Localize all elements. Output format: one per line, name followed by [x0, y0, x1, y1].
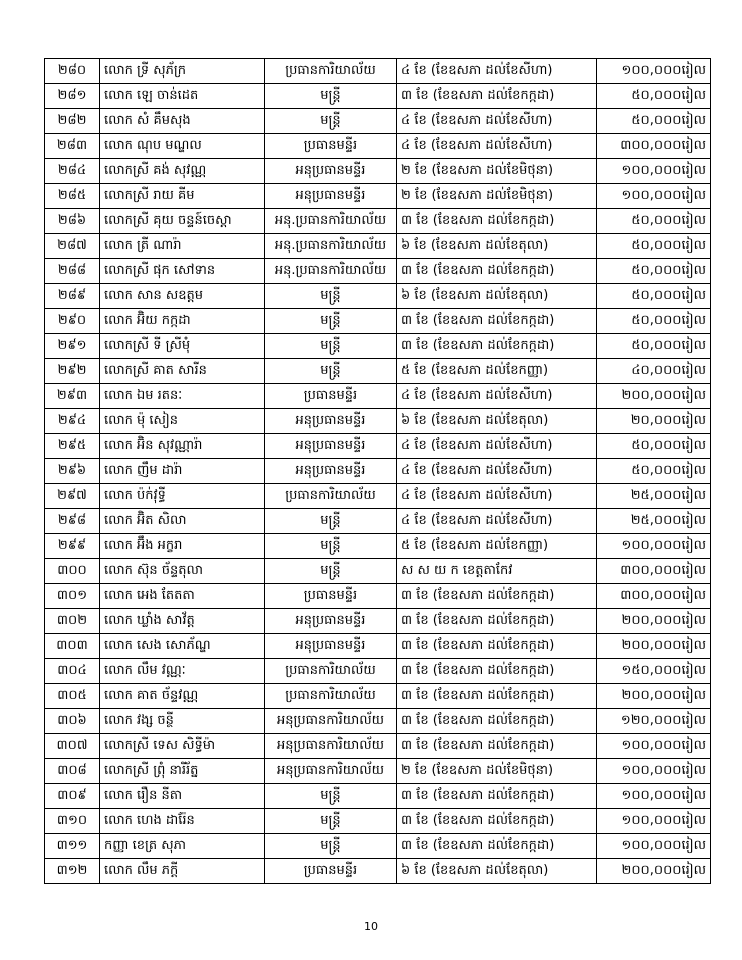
position-cell: ប្រធានការិយាល័យ: [265, 684, 397, 709]
amount-cell: ៥០,០០០រៀល: [597, 459, 711, 484]
position-cell: ប្រធានការិយាល័យ: [265, 484, 397, 509]
table-row: [45, 584, 711, 609]
amount-cell: ២០០,០០០រៀល: [597, 384, 711, 409]
row-number-cell: ២៩៣: [45, 384, 100, 409]
amount-cell: ២០,០០០រៀល: [597, 409, 711, 434]
name-cell: លោក ឃ្លាំង សាវ័ត្ត: [100, 609, 265, 634]
duration-cell: ស ស យ ក ខេត្តតាកែវ: [397, 559, 597, 584]
name-cell: លោក ទ្រី សុភ័ក្រ: [100, 59, 265, 84]
duration-cell: ៣ ខែ (ខែឧសភា ដល់ខែកក្កដា): [397, 659, 597, 684]
name-cell: លោក សំ គឹមសុង: [100, 109, 265, 134]
duration-cell: ២ ខែ (ខែឧសភា ដល់ខែមិថុនា): [397, 159, 597, 184]
amount-cell: ៥០,០០០រៀល: [597, 284, 711, 309]
table-row: [45, 284, 711, 309]
row-number-cell: ២៩៧: [45, 484, 100, 509]
row-number-cell: ២៩១: [45, 334, 100, 359]
position-cell: អនុ.ប្រធានការិយាល័យ: [265, 259, 397, 284]
amount-cell: ១០០,០០០រៀល: [597, 809, 711, 834]
table-row: [45, 134, 711, 159]
name-cell: លោកស្រី រាយ គីម: [100, 184, 265, 209]
row-number-cell: ២៩០: [45, 309, 100, 334]
table-row: [45, 709, 711, 734]
duration-cell: ២ ខែ (ខែឧសភា ដល់ខែមិថុនា): [397, 184, 597, 209]
name-cell: លោក លឹម ភក្តី: [100, 859, 265, 884]
position-cell: មន្ត្រី: [265, 784, 397, 809]
name-cell: លោក អ៊ិន សុវណ្ណារ៉ា: [100, 434, 265, 459]
position-cell: ប្រធានមន្ទីរ: [265, 584, 397, 609]
name-cell: លោក រឿន នីតា: [100, 784, 265, 809]
position-cell: មន្ត្រី: [265, 84, 397, 109]
position-cell: អនុប្រធានមន្ទីរ: [265, 184, 397, 209]
position-cell: មន្ត្រី: [265, 334, 397, 359]
name-cell: លោក ម៉ុ សៀន: [100, 409, 265, 434]
position-cell: មន្ត្រី: [265, 359, 397, 384]
name-cell: លោក អ៊ិយ កក្កដា: [100, 309, 265, 334]
duration-cell: ៤ ខែ (ខែឧសភា ដល់ខែសីហា): [397, 109, 597, 134]
position-cell: អនុប្រធានមន្ទីរ: [265, 434, 397, 459]
row-number-cell: ២៨២: [45, 109, 100, 134]
row-number-cell: ៣០៤: [45, 659, 100, 684]
name-cell: លោក ស៊ុន ច័ន្ទតុលា: [100, 559, 265, 584]
table-row: [45, 609, 711, 634]
table-row: [45, 59, 711, 84]
amount-cell: ៣០០,០០០រៀល: [597, 584, 711, 609]
table-row: [45, 334, 711, 359]
name-cell: លោក ត្រី ណារ៉ា: [100, 234, 265, 259]
amount-cell: ៥០,០០០រៀល: [597, 259, 711, 284]
row-number-cell: ២៩២: [45, 359, 100, 384]
row-number-cell: ២៨៧: [45, 234, 100, 259]
table-body: [45, 59, 711, 884]
name-cell: លោកស្រី ព្រុំ នារីរ័ត្ន: [100, 759, 265, 784]
amount-cell: ៥០,០០០រៀល: [597, 309, 711, 334]
name-cell: លោក វង្ស ចន្ថី: [100, 709, 265, 734]
table-row: [45, 434, 711, 459]
duration-cell: ៣ ខែ (ខែឧសភា ដល់ខែកក្កដា): [397, 834, 597, 859]
position-cell: ប្រធានមន្ទីរ: [265, 859, 397, 884]
duration-cell: ៦ ខែ (ខែឧសភា ដល់ខែតុលា): [397, 234, 597, 259]
duration-cell: ៤ ខែ (ខែឧសភា ដល់ខែសីហា): [397, 59, 597, 84]
duration-cell: ៣ ខែ (ខែឧសភា ដល់ខែកក្កដា): [397, 734, 597, 759]
row-number-cell: ៣០២: [45, 609, 100, 634]
table-row: [45, 359, 711, 384]
row-number-cell: ៣០០: [45, 559, 100, 584]
amount-cell: ៥០,០០០រៀល: [597, 84, 711, 109]
contribution-table: [44, 58, 711, 884]
table-row: [45, 784, 711, 809]
position-cell: មន្ត្រី: [265, 309, 397, 334]
duration-cell: ៦ ខែ (ខែឧសភា ដល់ខែតុលា): [397, 409, 597, 434]
duration-cell: ៣ ខែ (ខែឧសភា ដល់ខែកក្កដា): [397, 259, 597, 284]
name-cell: លោក ឡេ ចាន់ដេត: [100, 84, 265, 109]
position-cell: មន្ត្រី: [265, 509, 397, 534]
position-cell: មន្ត្រី: [265, 559, 397, 584]
row-number-cell: ២៨៦: [45, 209, 100, 234]
duration-cell: ៤ ខែ (ខែឧសភា ដល់ខែសីហា): [397, 134, 597, 159]
name-cell: លោក អ៊ិត សិលា: [100, 509, 265, 534]
name-cell: លោក គាត ច័ន្ទវណ្ណ: [100, 684, 265, 709]
duration-cell: ៣ ខែ (ខែឧសភា ដល់ខែកក្កដា): [397, 209, 597, 234]
amount-cell: ៥០,០០០រៀល: [597, 209, 711, 234]
row-number-cell: ៣០៧: [45, 734, 100, 759]
name-cell: លោកស្រី ទេស សិទ្ធីម៉ា: [100, 734, 265, 759]
duration-cell: ៣ ខែ (ខែឧសភា ដល់ខែកក្កដា): [397, 809, 597, 834]
table-row: [45, 734, 711, 759]
row-number-cell: ២៨៤: [45, 159, 100, 184]
position-cell: មន្ត្រី: [265, 284, 397, 309]
position-cell: ប្រធានការិយាល័យ: [265, 59, 397, 84]
name-cell: លោក ឯម រតនៈ: [100, 384, 265, 409]
amount-cell: ១០០,០០០រៀល: [597, 534, 711, 559]
table-row: [45, 459, 711, 484]
amount-cell: ១០០,០០០រៀល: [597, 759, 711, 784]
row-number-cell: ២៨៩: [45, 284, 100, 309]
row-number-cell: ២៩៩: [45, 534, 100, 559]
table-row: [45, 809, 711, 834]
position-cell: អនុប្រធានមន្ទីរ: [265, 409, 397, 434]
position-cell: អនុប្រធានមន្ទីរ: [265, 459, 397, 484]
table-row: [45, 484, 711, 509]
position-cell: អនុ.ប្រធានការិយាល័យ: [265, 234, 397, 259]
position-cell: មន្ត្រី: [265, 109, 397, 134]
name-cell: លោកស្រី គាត សារីន: [100, 359, 265, 384]
duration-cell: ៤ ខែ (ខែឧសភា ដល់ខែសីហា): [397, 434, 597, 459]
duration-cell: ៣ ខែ (ខែឧសភា ដល់ខែកក្កដា): [397, 84, 597, 109]
duration-cell: ៣ ខែ (ខែឧសភា ដល់ខែកក្កដា): [397, 634, 597, 659]
amount-cell: ១០០,០០០រៀល: [597, 784, 711, 809]
amount-cell: ១០០,០០០រៀល: [597, 59, 711, 84]
position-cell: អនុប្រធានមន្ទីរ: [265, 159, 397, 184]
row-number-cell: ៣០៣: [45, 634, 100, 659]
duration-cell: ៦ ខែ (ខែឧសភា ដល់ខែតុលា): [397, 859, 597, 884]
name-cell: លោក ញឹម ដារ៉ា: [100, 459, 265, 484]
amount-cell: ១០០,០០០រៀល: [597, 159, 711, 184]
row-number-cell: ៣០៩: [45, 784, 100, 809]
position-cell: អនុប្រធានការិយាល័យ: [265, 709, 397, 734]
table-row: [45, 234, 711, 259]
table-row: [45, 384, 711, 409]
position-cell: អនុប្រធានការិយាល័យ: [265, 759, 397, 784]
amount-cell: ១០០,០០០រៀល: [597, 734, 711, 759]
table-row: [45, 559, 711, 584]
table-row: [45, 759, 711, 784]
row-number-cell: ៣០៥: [45, 684, 100, 709]
row-number-cell: ២៩៨: [45, 509, 100, 534]
duration-cell: ៤ ខែ (ខែឧសភា ដល់ខែសីហា): [397, 384, 597, 409]
amount-cell: ១៥០,០០០រៀល: [597, 659, 711, 684]
row-number-cell: ២៨១: [45, 84, 100, 109]
duration-cell: ៣ ខែ (ខែឧសភា ដល់ខែកក្កដា): [397, 584, 597, 609]
amount-cell: ៤០,០០០រៀល: [597, 359, 711, 384]
row-number-cell: ៣១១: [45, 834, 100, 859]
table-row: [45, 109, 711, 134]
table-row: [45, 209, 711, 234]
duration-cell: ៣ ខែ (ខែឧសភា ដល់ខែកក្កដា): [397, 684, 597, 709]
amount-cell: ២០០,០០០រៀល: [597, 634, 711, 659]
amount-cell: ២៥,០០០រៀល: [597, 509, 711, 534]
position-cell: អនុប្រធានការិយាល័យ: [265, 734, 397, 759]
row-number-cell: ២៨៨: [45, 259, 100, 284]
duration-cell: ៤ ខែ (ខែឧសភា ដល់ខែសីហា): [397, 459, 597, 484]
table-row: [45, 859, 711, 884]
duration-cell: ៣ ខែ (ខែឧសភា ដល់ខែកក្កដា): [397, 309, 597, 334]
table-row: [45, 409, 711, 434]
page-number: 10: [364, 920, 378, 933]
position-cell: ប្រធានមន្ទីរ: [265, 384, 397, 409]
table-row: [45, 634, 711, 659]
row-number-cell: ៣០៨: [45, 759, 100, 784]
row-number-cell: ២៨០: [45, 59, 100, 84]
position-cell: អនុ.ប្រធានការិយាល័យ: [265, 209, 397, 234]
position-cell: មន្ត្រី: [265, 534, 397, 559]
position-cell: មន្ត្រី: [265, 834, 397, 859]
name-cell: លោកស្រី គង់ សុវណ្ណ: [100, 159, 265, 184]
name-cell: លោក ហេង ដារ៉ែន: [100, 809, 265, 834]
name-cell: លោកស្រី គុយ ចន្ទន៍ចេស្តា: [100, 209, 265, 234]
position-cell: ប្រធានមន្ទីរ: [265, 134, 397, 159]
position-cell: មន្ត្រី: [265, 809, 397, 834]
amount-cell: ៥០,០០០រៀល: [597, 434, 711, 459]
table-row: [45, 259, 711, 284]
row-number-cell: ២៩៥: [45, 434, 100, 459]
name-cell: លោក អ៊ឹង អក្ខរា: [100, 534, 265, 559]
amount-cell: ៣០០,០០០រៀល: [597, 559, 711, 584]
row-number-cell: ៣០៦: [45, 709, 100, 734]
amount-cell: ៥០,០០០រៀល: [597, 234, 711, 259]
table-row: [45, 684, 711, 709]
table-row: [45, 84, 711, 109]
duration-cell: ៣ ខែ (ខែឧសភា ដល់ខែកក្កដា): [397, 784, 597, 809]
table-row: [45, 509, 711, 534]
duration-cell: ៦ ខែ (ខែឧសភា ដល់ខែតុលា): [397, 284, 597, 309]
amount-cell: ១០០,០០០រៀល: [597, 184, 711, 209]
row-number-cell: ៣១០: [45, 809, 100, 834]
duration-cell: ៣ ខែ (ខែឧសភា ដល់ខែកក្កដា): [397, 334, 597, 359]
row-number-cell: ៣១២: [45, 859, 100, 884]
name-cell: កញ្ញា ខេត្រ សុភា: [100, 834, 265, 859]
name-cell: លោកស្រី ទី ស្រីមុំ: [100, 334, 265, 359]
duration-cell: ៥ ខែ (ខែឧសភា ដល់ខែកញ្ញា): [397, 359, 597, 384]
amount-cell: ២០០,០០០រៀល: [597, 609, 711, 634]
table-row: [45, 659, 711, 684]
position-cell: អនុប្រធានមន្ទីរ: [265, 609, 397, 634]
amount-cell: ១២០,០០០រៀល: [597, 709, 711, 734]
amount-cell: ៣០០,០០០រៀល: [597, 134, 711, 159]
duration-cell: ៣ ខែ (ខែឧសភា ដល់ខែកក្កដា): [397, 609, 597, 634]
table-row: [45, 309, 711, 334]
duration-cell: ៣ ខែ (ខែឧសភា ដល់ខែកក្កដា): [397, 709, 597, 734]
row-number-cell: ៣០១: [45, 584, 100, 609]
name-cell: លោក សាន សឧត្តម: [100, 284, 265, 309]
name-cell: លោក សេង សោភ័ណ្ឌ: [100, 634, 265, 659]
row-number-cell: ២៩៦: [45, 459, 100, 484]
amount-cell: ២០០,០០០រៀល: [597, 859, 711, 884]
table-row: [45, 184, 711, 209]
row-number-cell: ២៨៣: [45, 134, 100, 159]
name-cell: លោកស្រី ផុក សៅទាន: [100, 259, 265, 284]
amount-cell: ២០០,០០០រៀល: [597, 684, 711, 709]
table-row: [45, 159, 711, 184]
amount-cell: ៥០,០០០រៀល: [597, 109, 711, 134]
duration-cell: ៥ ខែ (ខែឧសភា ដល់ខែកញ្ញា): [397, 534, 597, 559]
position-cell: ប្រធានការិយាល័យ: [265, 659, 397, 684]
table-row: [45, 534, 711, 559]
duration-cell: ៤ ខែ (ខែឧសភា ដល់ខែសីហា): [397, 509, 597, 534]
position-cell: អនុប្រធានមន្ទីរ: [265, 634, 397, 659]
name-cell: លោក អេង តែតតា: [100, 584, 265, 609]
row-number-cell: ២៨៥: [45, 184, 100, 209]
name-cell: លោក ប៉ក់វុទ្ធី: [100, 484, 265, 509]
table-row: [45, 834, 711, 859]
amount-cell: ២៥,០០០រៀល: [597, 484, 711, 509]
amount-cell: ៥០,០០០រៀល: [597, 334, 711, 359]
duration-cell: ២ ខែ (ខែឧសភា ដល់ខែមិថុនា): [397, 759, 597, 784]
name-cell: លោក ណុប មណ្ឌល: [100, 134, 265, 159]
row-number-cell: ២៩៤: [45, 409, 100, 434]
name-cell: លោក លឹម វណ្ណៈ: [100, 659, 265, 684]
amount-cell: ១០០,០០០រៀល: [597, 834, 711, 859]
duration-cell: ៤ ខែ (ខែឧសភា ដល់ខែសីហា): [397, 484, 597, 509]
